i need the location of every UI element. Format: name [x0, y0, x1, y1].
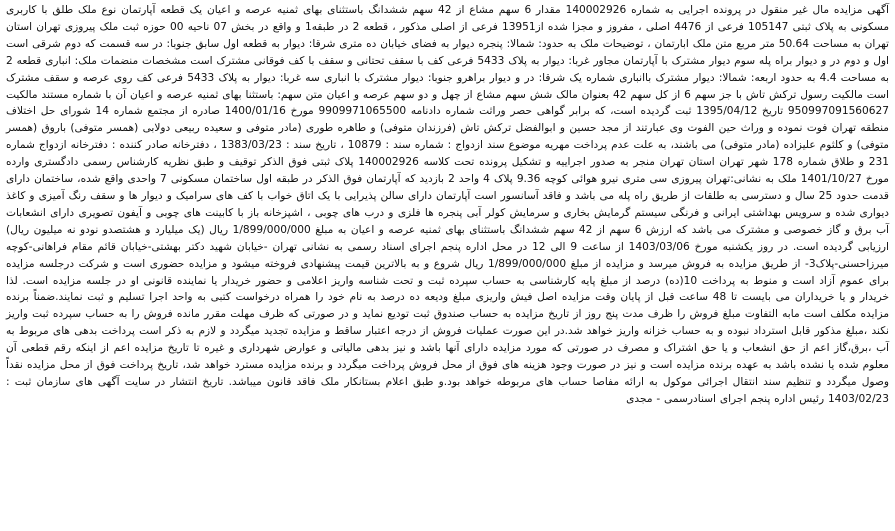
- notice-text: آگهی مزایده مال غیر منقول در پرونده اجرایی به شماره 140002926 مقدار 6 سهم مشاع از 42 سهم ششدانگ باستثنای بهای ثمنیه عرصه و اعیان یک قطعه آپارتمان نوع ملک طلق با کاربری مسکونی به پلاک ثبتی 105147 فرعی از 4476 اصلی ، مفروز و مجزا شده از13951 فرعی از اصلی مذکور ، قطعه 2 در طبقه1 و واقع در بخش 07 ناحیه 00 حوزه ثبت ملک پیروزی تهران استان تهران به مساحت 50.64 متر مربع متن ملک ابارتمان ، توضیحات ملک به حدود: شمالا: پنجره دیوار به فضای خیابان ده متری شرقا: دیوار به قطعه اول سابق جنوبا: در سه قسمت که دوم شرقی است اول و دوم در و دیوار براه پله سوم دیوار مشترک با آپارتمان مجاور غربا: دیوار به پلاک 5433 فرعی کف با سقف تحتانی و سقف با کف فوقانی مشترک است مشخصات منضمات ملک: انباری قطعه 2 به مساحت 4.4 به حدود اربعه: شمالا: دیوار مشترک باانباری شماره یک شرقا: در و دیوار براهرو جنوبا: دیوار مشترک با انباری سه غربا: دیوار به پلاک 5433 فرعی کف روی عرصه و سقف مشترک است مالکیت رسول ترکش تاش با جز سهم 6 از کل سهم 42 بعنوان مالک شش سهم مشاع از چهل و دو سهم عرصه و اعیان متن سهم: باستثنا بهای ثمنیه عرصه و اعیان آن با شماره مستند مالکیت 950997091560627 تاریخ 1395/04/12 ثبت گردیده است، که برابر گواهی حصر وراثت شماره دادنامه 9909971065500 مورخ 1400/01/16 صادره از مجتمع شماره 14 شورای حل اختلاف منطقه تهران فوت نموده و وراث حین الفوت وی عبارتند از مجد حسین و ابوالفضل ترکش تاش (فرزندان متوفی) و طاهره طوری (مادر متوفی و سعیده ربیعی دولابی (همسر متوفی) باروق (همسر متوفی) و کلثوم علیزاده (مادر متوفی) می باشند، به علت عدم پرداخت مهریه موضوع سند ازدواج : شماره سند : 10879 ، تاریخ سند : 1383/03/23 ، دفترخانه صادر کننده : دفترخانه ازدواج شماره 231 و طلاق شماره 178 شهر تهران استان تهران منجر به صدور اجراییه و تشکیل پرونده تحت کلاسه 140002926 پلاک ثبتی فوق الذکر توقیف و طبق نظریه کارشناس رسمی دادگستری وارده مورخ 1401/10/27 ملک به نشانی:تهران پیروزی سی متری نیرو هوائی کوچه 9.36 پلاک 4 واحد 2 بازدید که آپارتمان فوق الذکر در طبقه اول ساختمان مسکونی 7 واحدی واقع شده، ساختمان دارای قدمت حدود 25 سال و دسترسی به طلقات از طریق راه پله می باشد و فاقد آسانسور است آپارتمان دارای سالن پذیرایی با یک اتاق خواب با کف های سرامیک و دیوار ها و سقف رنگ آمیزی و کاغذ دیواری شده و سرویس بهداشتی ایرانی و فرنگی سیستم گرمایش بخاری و سرمایش کولر آبی پنجره ها فلزی و درب های چوبی ، اشپزخانه باز با کابینت های چوبی و آیفون تصویری دارای انشعابات آب برق و گاز خصوصی و مشترک می باشد که ارزش 6 سهم از 42 سهم ششدانگ باستثنای بهای ثمنیه عرصه و اعیان به مبلغ 1/899/000/000 ریال (یک میلیارد و هشتصدو نودو نه میلیون ریال) ارزیابی گردیده است. در روز یکشنبه مورخ 1403/03/06 از ساعت 9 الی 12 در محل اداره پنجم اجرای اسناد رسمی به نشانی تهران -خیابان شهید دکتر بهشتی-خیابان قائم مقام فراهانی-کوچه میرزاحسنی-پلاک3- از طریق مزایده به فروش میرسد و مزایده از مبلغ 1/899/000/000 ریال شروع و به بالاترین قیمت پیشنهادی فروخته میشود و مزایده حضوری است و شرکت درجلسه مزایده برای عموم آزاد است و منوط به پرداخت 10(ده) درصد از مبلغ پایه کارشناسی به حساب سپرده ثبت و تحت شناسه واریز اعلامی و حضور خریدار یا نماینده قانونی او در جلسه مزایده است. لذا خریدار و یا خریداران می بایست تا 48 ساعت قبل از پایان وقت مزایده اصل فیش واریزی مبلغ ودیعه ده درصد به نام خود را همراه درخواست کتبی به واحد اجرا تسلیم و ثبت نمایند.ضمناً برنده مزایده مکلف است مابه التفاوت مبلغ فروش را ظرف مدت پنج روز از تاریخ مزایده به حساب صندوق ثبت تودیع نماید و در صورتی که ظرف مهلت مقرر مانده فروش را به حساب سپرده ثبت واریز نکند ،مبلغ مذکور قابل استرداد نبوده و به حساب خزانه واریز خواهد شد.در این صورت عملیات فروش از درجه اعتبار ساقط و مزایده تجدید میگردد و لازم به ذکر است پرداخت بدهی های مربوط به آب ،برق،گاز اعم از حق انشعاب و یا حق اشتراک و مصرف در صورتی که مورد مزایده دارای آنها باشد و نیز بدهی مالیاتی و عوارض شهرداری و غیره تا تاریخ مزایده اعم از اینکه رقم قطعی آن معلوم شده یا نشده باشد به عهده برنده مزایده است و نیز در صورت وجود هزینه های فوق از محل فروش پرداخت میگردد و برنده مزایده مسترد خواهد شد، تاریخ پرداخت فوق از محل مزایده نقداً وصول میگردد و تنظیم سند انتقال اجرائی موکول به ارائه مفاصا حساب های مربوطه خواهد بود.و طبق اعلام بستانکار ملک فاقد قانون میباشد. تاریخ انتشار در سایت آگهی های سازمان ثبت : 1403/02/23 رئیس اداره پنجم اجرای اسنادرسمی - مجدی: [2, 4, 890, 405]
